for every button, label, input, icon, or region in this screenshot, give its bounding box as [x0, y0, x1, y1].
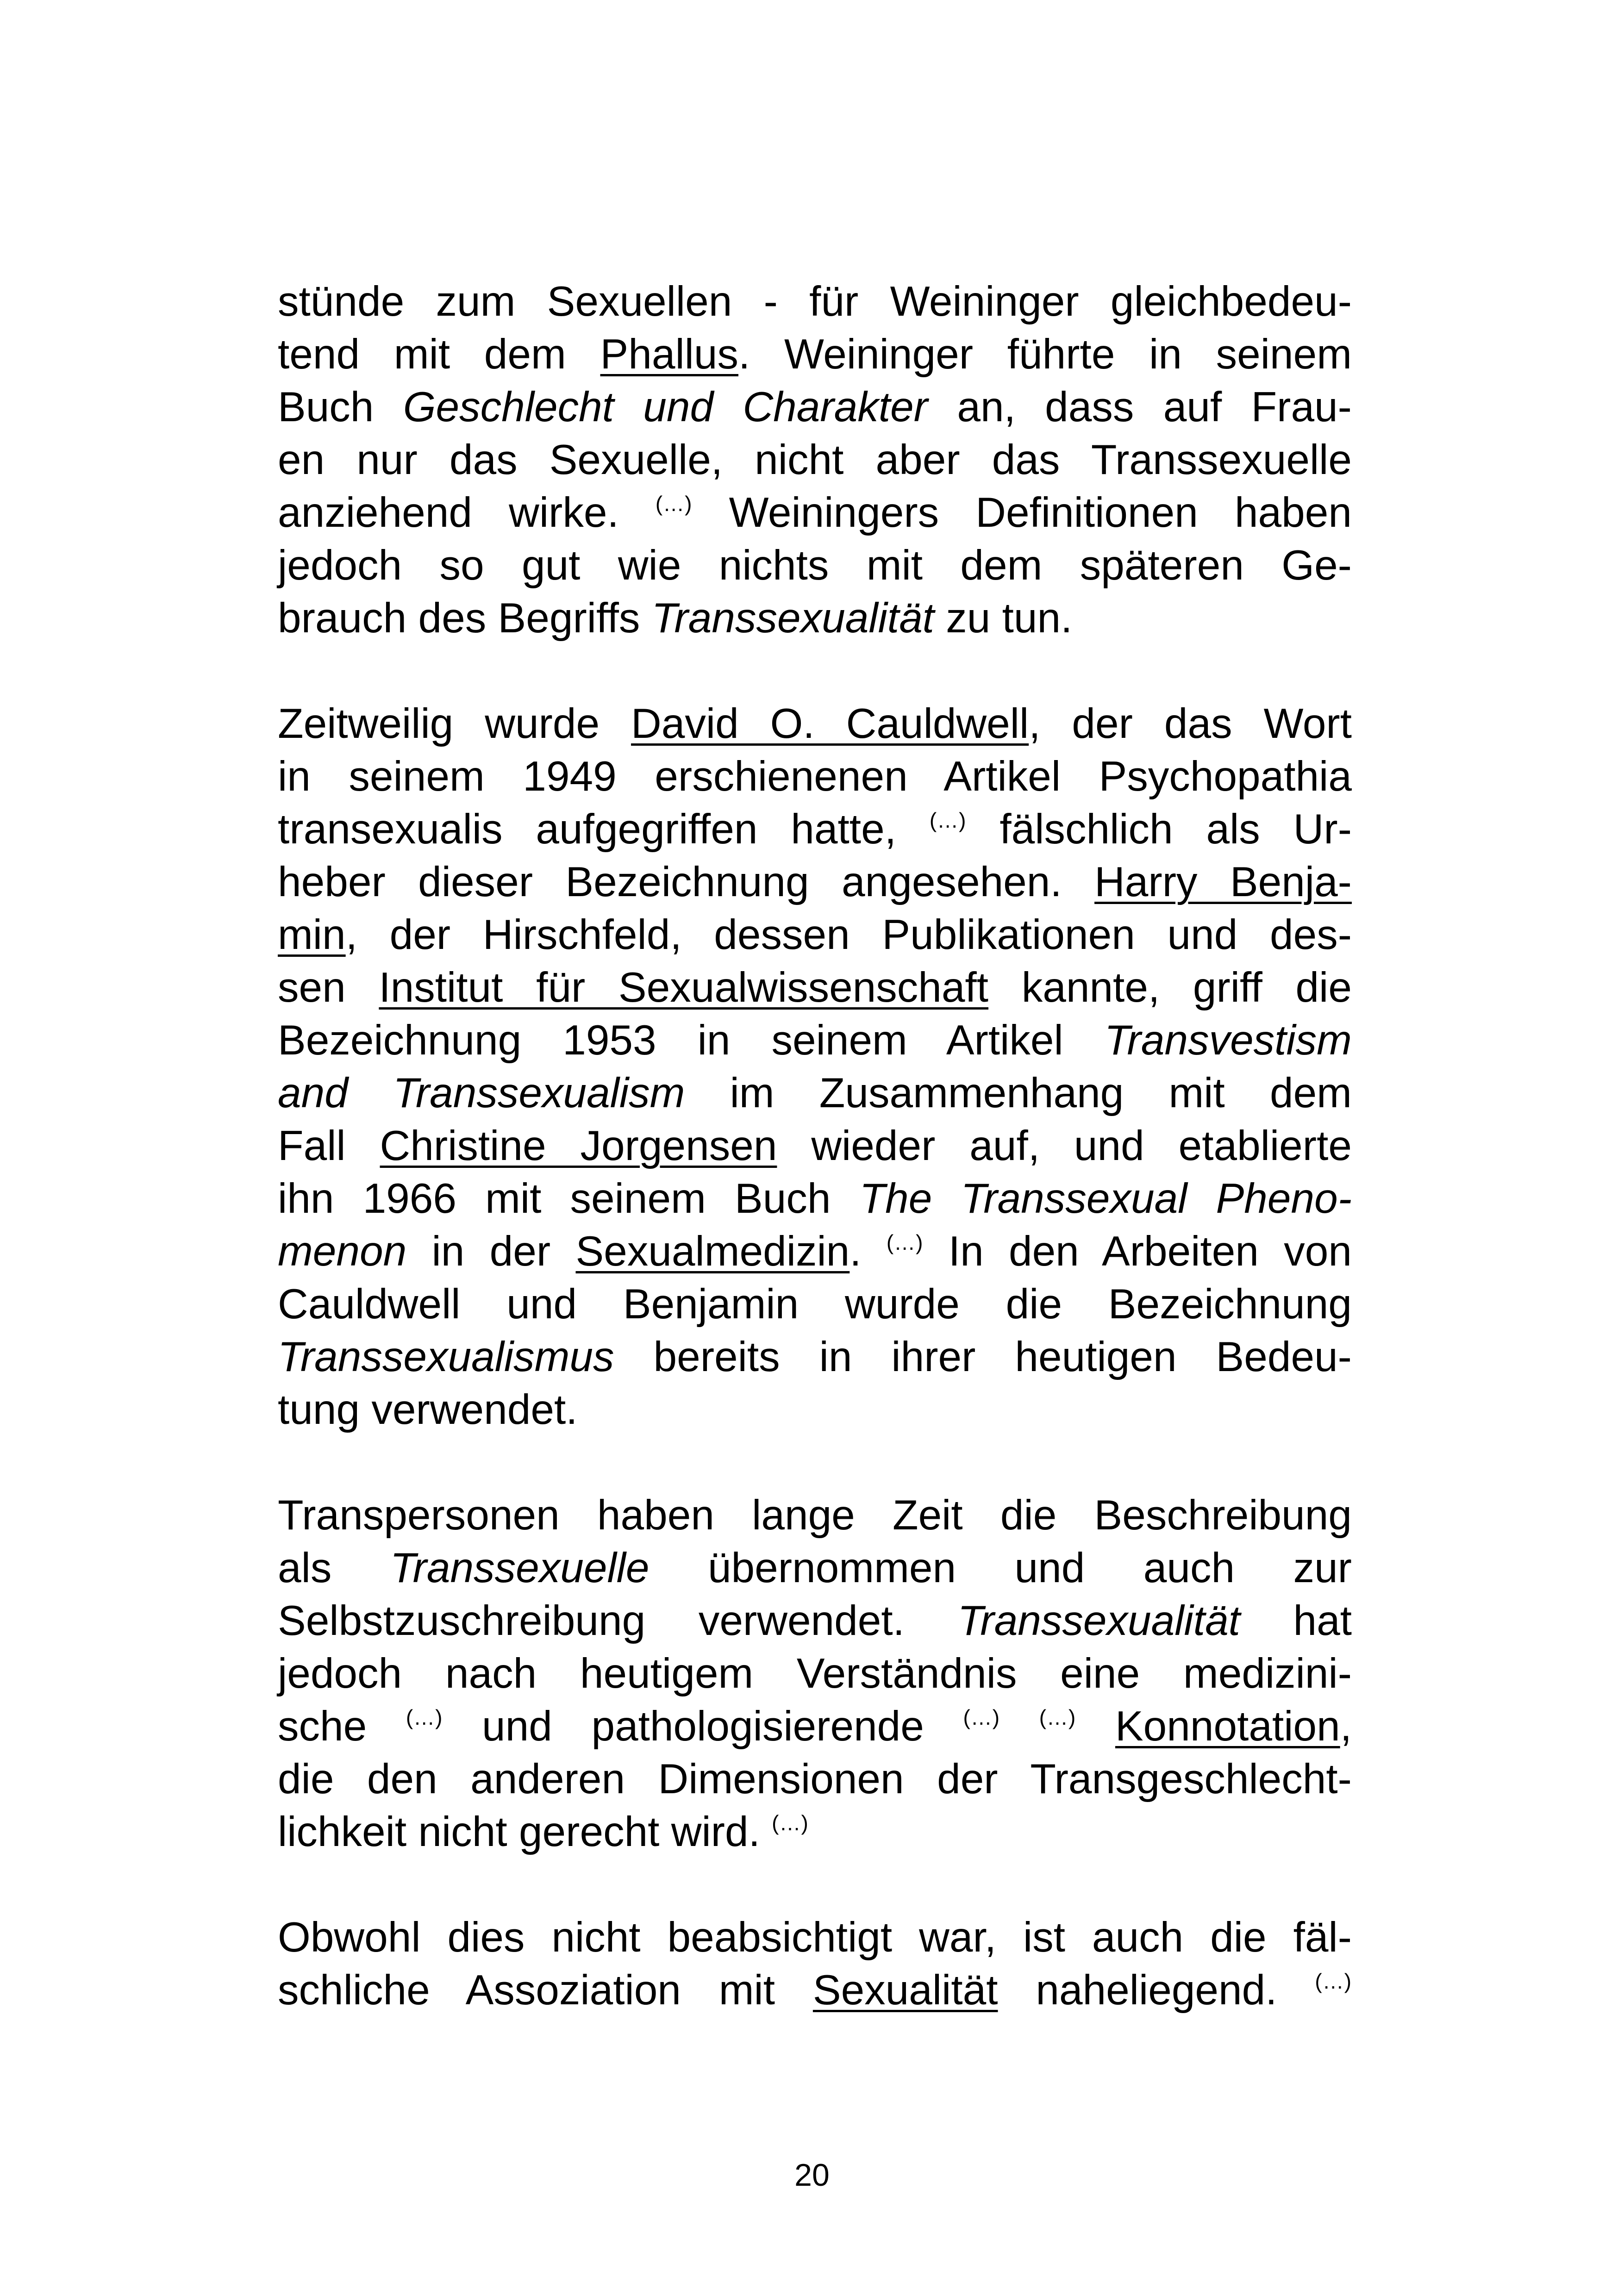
text-line: [278, 486, 1352, 539]
text-line: [278, 1542, 1352, 1595]
wiki-link[interactable]: Konnotation: [1115, 1703, 1340, 1750]
text-line: [278, 698, 1352, 750]
text-run: In den Arbeiten von: [923, 1228, 1352, 1275]
italic-term: Geschlecht und Charakter: [403, 384, 928, 430]
text-run: übernommen und auch zur: [649, 1545, 1352, 1591]
text-run: Transpersonen haben lange Zeit die Beschreibung: [278, 1492, 1352, 1539]
text-run: sche: [278, 1703, 406, 1750]
text-run: im Zusammenhang mit dem: [685, 1070, 1352, 1116]
wiki-link[interactable]: David O. Cauldwell: [631, 700, 1029, 747]
text-line: [278, 1700, 1352, 1753]
text-line: [278, 1911, 1352, 1964]
text-line: [278, 381, 1352, 434]
text-run: kannte, griff die: [988, 964, 1352, 1011]
text-line: [278, 539, 1352, 592]
text-run: , der das Wort: [1029, 700, 1352, 747]
text-line: [278, 1014, 1352, 1067]
text-run: tung verwendet.: [278, 1386, 578, 1433]
text-run: heber dieser Bezeichnung angesehen.: [278, 859, 1095, 905]
text-line: [278, 1120, 1352, 1172]
text-run: wieder auf, und etablierte: [777, 1123, 1352, 1169]
text-run: Selbstzuschreibung verwendet.: [278, 1597, 958, 1644]
italic-term: Transsexualität: [957, 1597, 1240, 1644]
text-run: .: [849, 1228, 887, 1275]
footnote-reference[interactable]: (…): [1039, 1705, 1076, 1729]
text-run: Weiningers Definitionen haben: [692, 489, 1352, 536]
footnote-reference[interactable]: (…): [406, 1705, 443, 1729]
italic-term: Transvestism: [1104, 1017, 1352, 1064]
paragraph-2: [278, 698, 1352, 1436]
text-run: ihn 1966 mit seinem Buch: [278, 1175, 860, 1222]
footnote-reference[interactable]: (…): [1315, 1969, 1352, 1993]
text-run: zu tun.: [934, 595, 1073, 642]
paragraph-gap: [278, 1436, 1352, 1489]
text-run: fälschlich als Ur-: [966, 806, 1352, 853]
text-run: in der: [406, 1228, 576, 1275]
text-line: [278, 1384, 1352, 1436]
text-run: Bezeichnung 1953 in seinem Artikel: [278, 1017, 1105, 1064]
page-number: 20: [794, 2158, 830, 2193]
text-line: [278, 856, 1352, 909]
text-line: [278, 1331, 1352, 1384]
text-run: schliche Assoziation mit: [278, 1967, 813, 2014]
text-run: [1000, 1703, 1039, 1750]
text-run: anziehend wirke.: [278, 489, 656, 536]
wiki-link[interactable]: Phallus: [600, 331, 739, 378]
paragraph-1: [278, 275, 1352, 645]
italic-term: Transsexualität: [651, 595, 934, 642]
text-run: transexualis aufgegriffen hatte,: [278, 806, 930, 853]
wiki-link[interactable]: Sexualmedizin: [575, 1228, 850, 1275]
text-line: [278, 275, 1352, 328]
text-run: bereits in ihrer heutigen Bedeu-: [614, 1334, 1352, 1380]
text-run: als: [278, 1545, 390, 1591]
text-run: Zeitweilig wurde: [278, 700, 631, 747]
text-run: an, dass auf Frau-: [928, 384, 1352, 430]
paragraph-gap: [278, 645, 1352, 698]
paragraph-gap: [278, 1858, 1352, 1911]
text-line: [278, 1172, 1352, 1225]
text-line: [278, 1489, 1352, 1542]
paragraph-4: [278, 1911, 1352, 2017]
text-run: jedoch nach heutigem Verständnis eine medizini-: [278, 1650, 1352, 1697]
text-run: jedoch so gut wie nichts mit dem späteren Ge-: [278, 542, 1352, 589]
text-run: ,: [1340, 1703, 1352, 1750]
text-run: Buch: [278, 384, 403, 430]
text-run: en nur das Sexuelle, nicht aber das Transsexuelle: [278, 437, 1352, 483]
text-line: [278, 434, 1352, 486]
italic-term: The Transsexual Pheno-: [859, 1175, 1352, 1222]
text-line: [278, 1225, 1352, 1278]
text-run: sen: [278, 964, 379, 1011]
wiki-link[interactable]: Christine Jorgensen: [380, 1123, 777, 1169]
paragraph-container: [278, 275, 1352, 2017]
text-line: [278, 803, 1352, 856]
text-run: und pathologisierende: [443, 1703, 963, 1750]
document-body: [278, 275, 1352, 2017]
text-run: , der Hirschfeld, dessen Publikationen und des-: [345, 911, 1352, 958]
text-run: Fall: [278, 1123, 380, 1169]
text-line: [278, 1278, 1352, 1331]
text-run: in seinem 1949 erschienenen Artikel Psychopathia: [278, 753, 1352, 800]
text-run: hat: [1240, 1597, 1352, 1644]
text-line: [278, 592, 1352, 645]
text-run: stünde zum Sexuellen - für Weininger gleichbedeu-: [278, 278, 1352, 325]
footnote-reference[interactable]: (…): [886, 1230, 924, 1254]
wiki-link[interactable]: Harry Benja-: [1094, 859, 1352, 905]
text-line: [278, 1806, 1352, 1858]
text-run: [1076, 1703, 1115, 1750]
italic-term: Transsexuelle: [390, 1545, 650, 1591]
text-run: brauch des Begriffs: [278, 595, 652, 642]
text-run: lichkeit nicht gerecht wird.: [278, 1809, 772, 1855]
text-run: tend mit dem: [278, 331, 600, 378]
paragraph-3: [278, 1489, 1352, 1858]
text-line: [278, 328, 1352, 381]
italic-term: Transsexualismus: [278, 1334, 614, 1380]
text-run: . Weininger führte in seinem: [738, 331, 1352, 378]
wiki-link[interactable]: Sexualität: [812, 1967, 998, 2014]
text-run: Obwohl dies nicht beabsichtigt war, ist auch die fäl-: [278, 1914, 1352, 1961]
text-line: [278, 750, 1352, 803]
footnote-reference[interactable]: (…): [772, 1811, 809, 1835]
text-run: die den anderen Dimensionen der Transgeschlecht-: [278, 1756, 1352, 1802]
italic-term: menon: [278, 1228, 407, 1275]
text-line: [278, 1647, 1352, 1700]
text-run: naheliegend.: [998, 1967, 1315, 2014]
italic-term: and Transsexualism: [278, 1070, 685, 1116]
footnote-reference[interactable]: (…): [655, 492, 693, 516]
footnote-reference[interactable]: (…): [963, 1705, 1000, 1729]
text-line: [278, 1595, 1352, 1647]
text-line: [278, 909, 1352, 961]
text-run: Cauldwell und Benjamin wurde die Bezeichnung: [278, 1281, 1352, 1328]
text-line: [278, 1964, 1352, 2017]
footnote-reference[interactable]: (…): [929, 808, 967, 832]
wiki-link[interactable]: min: [278, 911, 346, 958]
wiki-link[interactable]: Institut für Sexualwissenschaft: [379, 964, 989, 1011]
text-line: [278, 1067, 1352, 1120]
text-line: [278, 961, 1352, 1014]
text-line: [278, 1753, 1352, 1806]
